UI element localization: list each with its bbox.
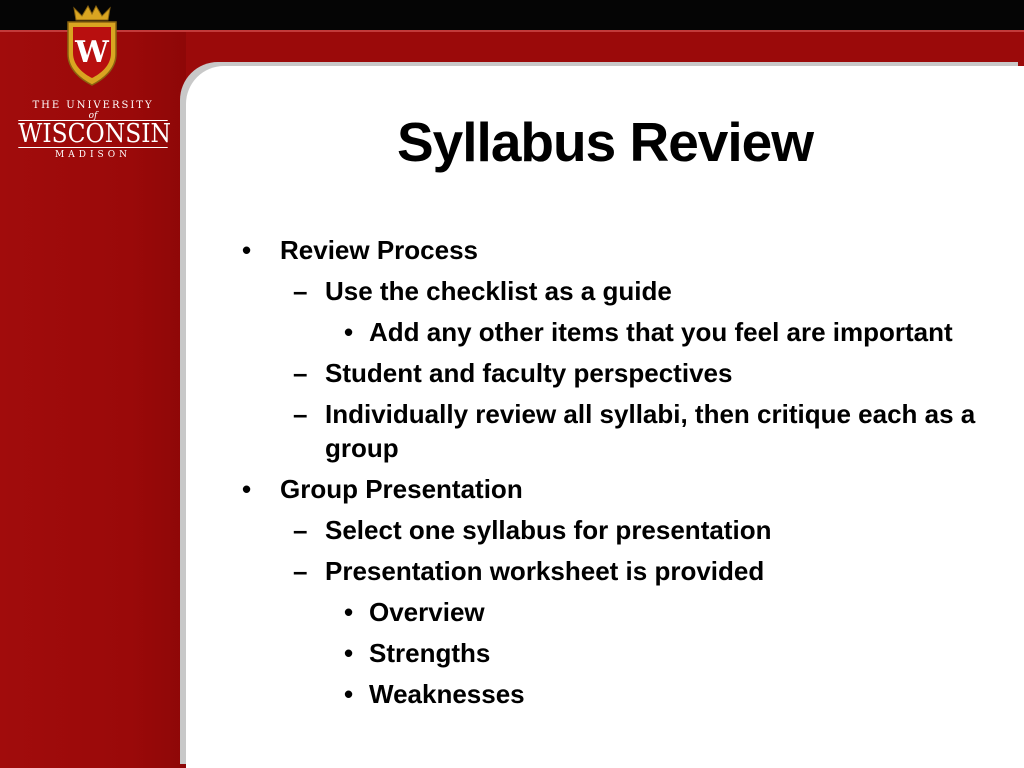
shield-letter: W — [75, 35, 109, 70]
bullet-marker: • — [242, 235, 252, 265]
bullet-text: Individually review all syllabi, then critique each as a group — [325, 399, 976, 463]
bullet-text: Student and faculty perspectives — [325, 358, 733, 388]
bullet-item-level-2 — [240, 397, 1010, 465]
bullet-item-level-2 — [240, 513, 1010, 547]
bullet-text: Overview — [369, 597, 485, 627]
bullet-text: Use the checklist as a guide — [325, 276, 672, 306]
slide-title: Syllabus Review — [396, 111, 814, 173]
bullet-item-level-2 — [240, 554, 1010, 588]
bullet-text: Add any other items that you feel are important — [369, 317, 953, 347]
wordmark-line-madison: MADISON — [55, 150, 131, 160]
university-wordmark — [8, 100, 178, 164]
dash-marker: – — [293, 556, 308, 586]
top-band — [0, 0, 1024, 30]
bullet-item-level-2 — [240, 356, 1010, 390]
dash-marker: – — [293, 358, 308, 388]
bullet-marker: • — [344, 597, 354, 627]
wordmark-line-wisconsin: WISCONSIN — [18, 119, 171, 149]
bullet-text: Strengths — [369, 638, 491, 668]
bullet-marker: • — [344, 638, 354, 668]
bullet-text: Review Process — [280, 235, 479, 265]
bullet-marker: • — [344, 679, 354, 709]
dash-marker: – — [293, 276, 308, 306]
bullet-text: Select one syllabus for presentation — [325, 515, 772, 545]
bullet-item-level-1 — [240, 472, 1010, 506]
wordmark-line-of: of — [88, 111, 98, 121]
wordmark-line-university: THE UNIVERSITY — [32, 100, 154, 111]
bullet-item-level-1 — [240, 233, 1010, 267]
dash-marker: – — [293, 399, 308, 429]
dash-marker: – — [293, 515, 308, 545]
bullet-text: Weaknesses — [369, 679, 525, 709]
bullet-list — [240, 226, 1010, 711]
bullet-text: Presentation worksheet is provided — [325, 556, 765, 586]
bullet-text: Group Presentation — [280, 474, 523, 504]
bullet-item-level-3 — [240, 315, 1010, 349]
bullet-item-level-2 — [240, 274, 1010, 308]
bullet-item-level-3 — [240, 636, 1010, 670]
bullet-marker: • — [242, 474, 252, 504]
bullet-item-level-3 — [240, 677, 1010, 711]
bullet-marker: • — [344, 317, 354, 347]
university-shield-logo — [64, 2, 120, 86]
bullet-item-level-3 — [240, 595, 1010, 629]
